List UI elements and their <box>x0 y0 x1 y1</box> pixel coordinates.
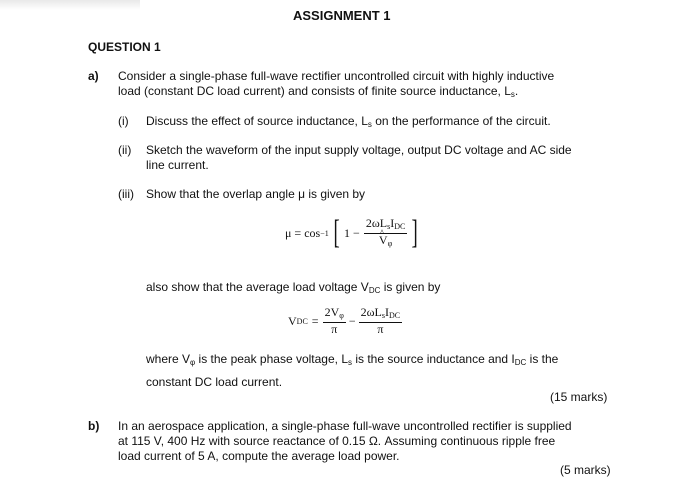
part-a-line-2: load (constant DC load current) and consists of finite source inductance, $L_s$. <box>118 84 519 99</box>
also-show-text: also show that the average load voltage $V_{DC}$ is given by <box>146 280 441 295</box>
right-bracket: ] <box>411 214 419 251</box>
where-line-2: constant DC load current. <box>146 375 283 389</box>
part-b-label: b) <box>88 419 100 433</box>
item-iii-label: (iii) <box>118 187 134 201</box>
part-b-line-3: load current of 5 A, compute the average load power. <box>118 449 400 463</box>
average-voltage-equation: V DC = $\frac{2V_\varphi}{\pi}$ − $\frac{2\omega L_sI_{DC}}{\pi}$ <box>288 305 401 336</box>
part-b-marks: (5 marks) <box>560 463 611 477</box>
page-title: ASSIGNMENT 1 <box>293 8 391 23</box>
part-a-label: a) <box>88 69 99 83</box>
eq2-fraction-2: $\frac{2\omega L_sI_{DC}}{\pi}$ <box>360 305 401 336</box>
part-b-line-2: at 115 V, 400 Hz with source reactance of 0.15 Ω. Assuming continuous ripple free <box>118 434 556 448</box>
item-ii-label: (ii) <box>118 143 132 157</box>
item-ii-line-2: line current. <box>146 158 209 172</box>
part-a-marks: (15 marks) <box>550 390 608 404</box>
eq2-fraction-1: $\frac{2V_\varphi}{\pi}$ <box>324 305 344 336</box>
where-line-1: where $V_\varphi$ is the peak phase voltage, $L_s$ is the source inductance and $I_{DC}$ is the <box>146 352 559 367</box>
item-iii-text: Show that the overlap angle μ is given by <box>146 187 366 201</box>
top-shadow <box>0 0 140 10</box>
overlap-angle-equation: μ = cos −1 [ 1 − $2\omega L_sI_{DC}$ ^ $V_\varphi$ ] <box>285 216 421 250</box>
eq1-fraction: $2\omega L_sI_{DC}$ ^ $V_\varphi$ <box>364 217 407 250</box>
item-i-label: (i) <box>118 114 129 128</box>
part-a-line-1: Consider a single-phase full-wave rectifier uncontrolled circuit with highly inductive <box>118 69 555 83</box>
left-bracket: [ <box>333 214 340 251</box>
item-i-text: Discuss the effect of source inductance, $L_s$ on the performance of the circuit. <box>146 114 551 129</box>
item-ii-line-1: Sketch the waveform of the input supply voltage, output DC voltage and AC side <box>146 143 572 157</box>
question-heading: QUESTION 1 <box>88 40 161 54</box>
part-b-line-1: In an aerospace application, a single-phase full-wave uncontrolled rectifier is supplied <box>118 419 572 433</box>
